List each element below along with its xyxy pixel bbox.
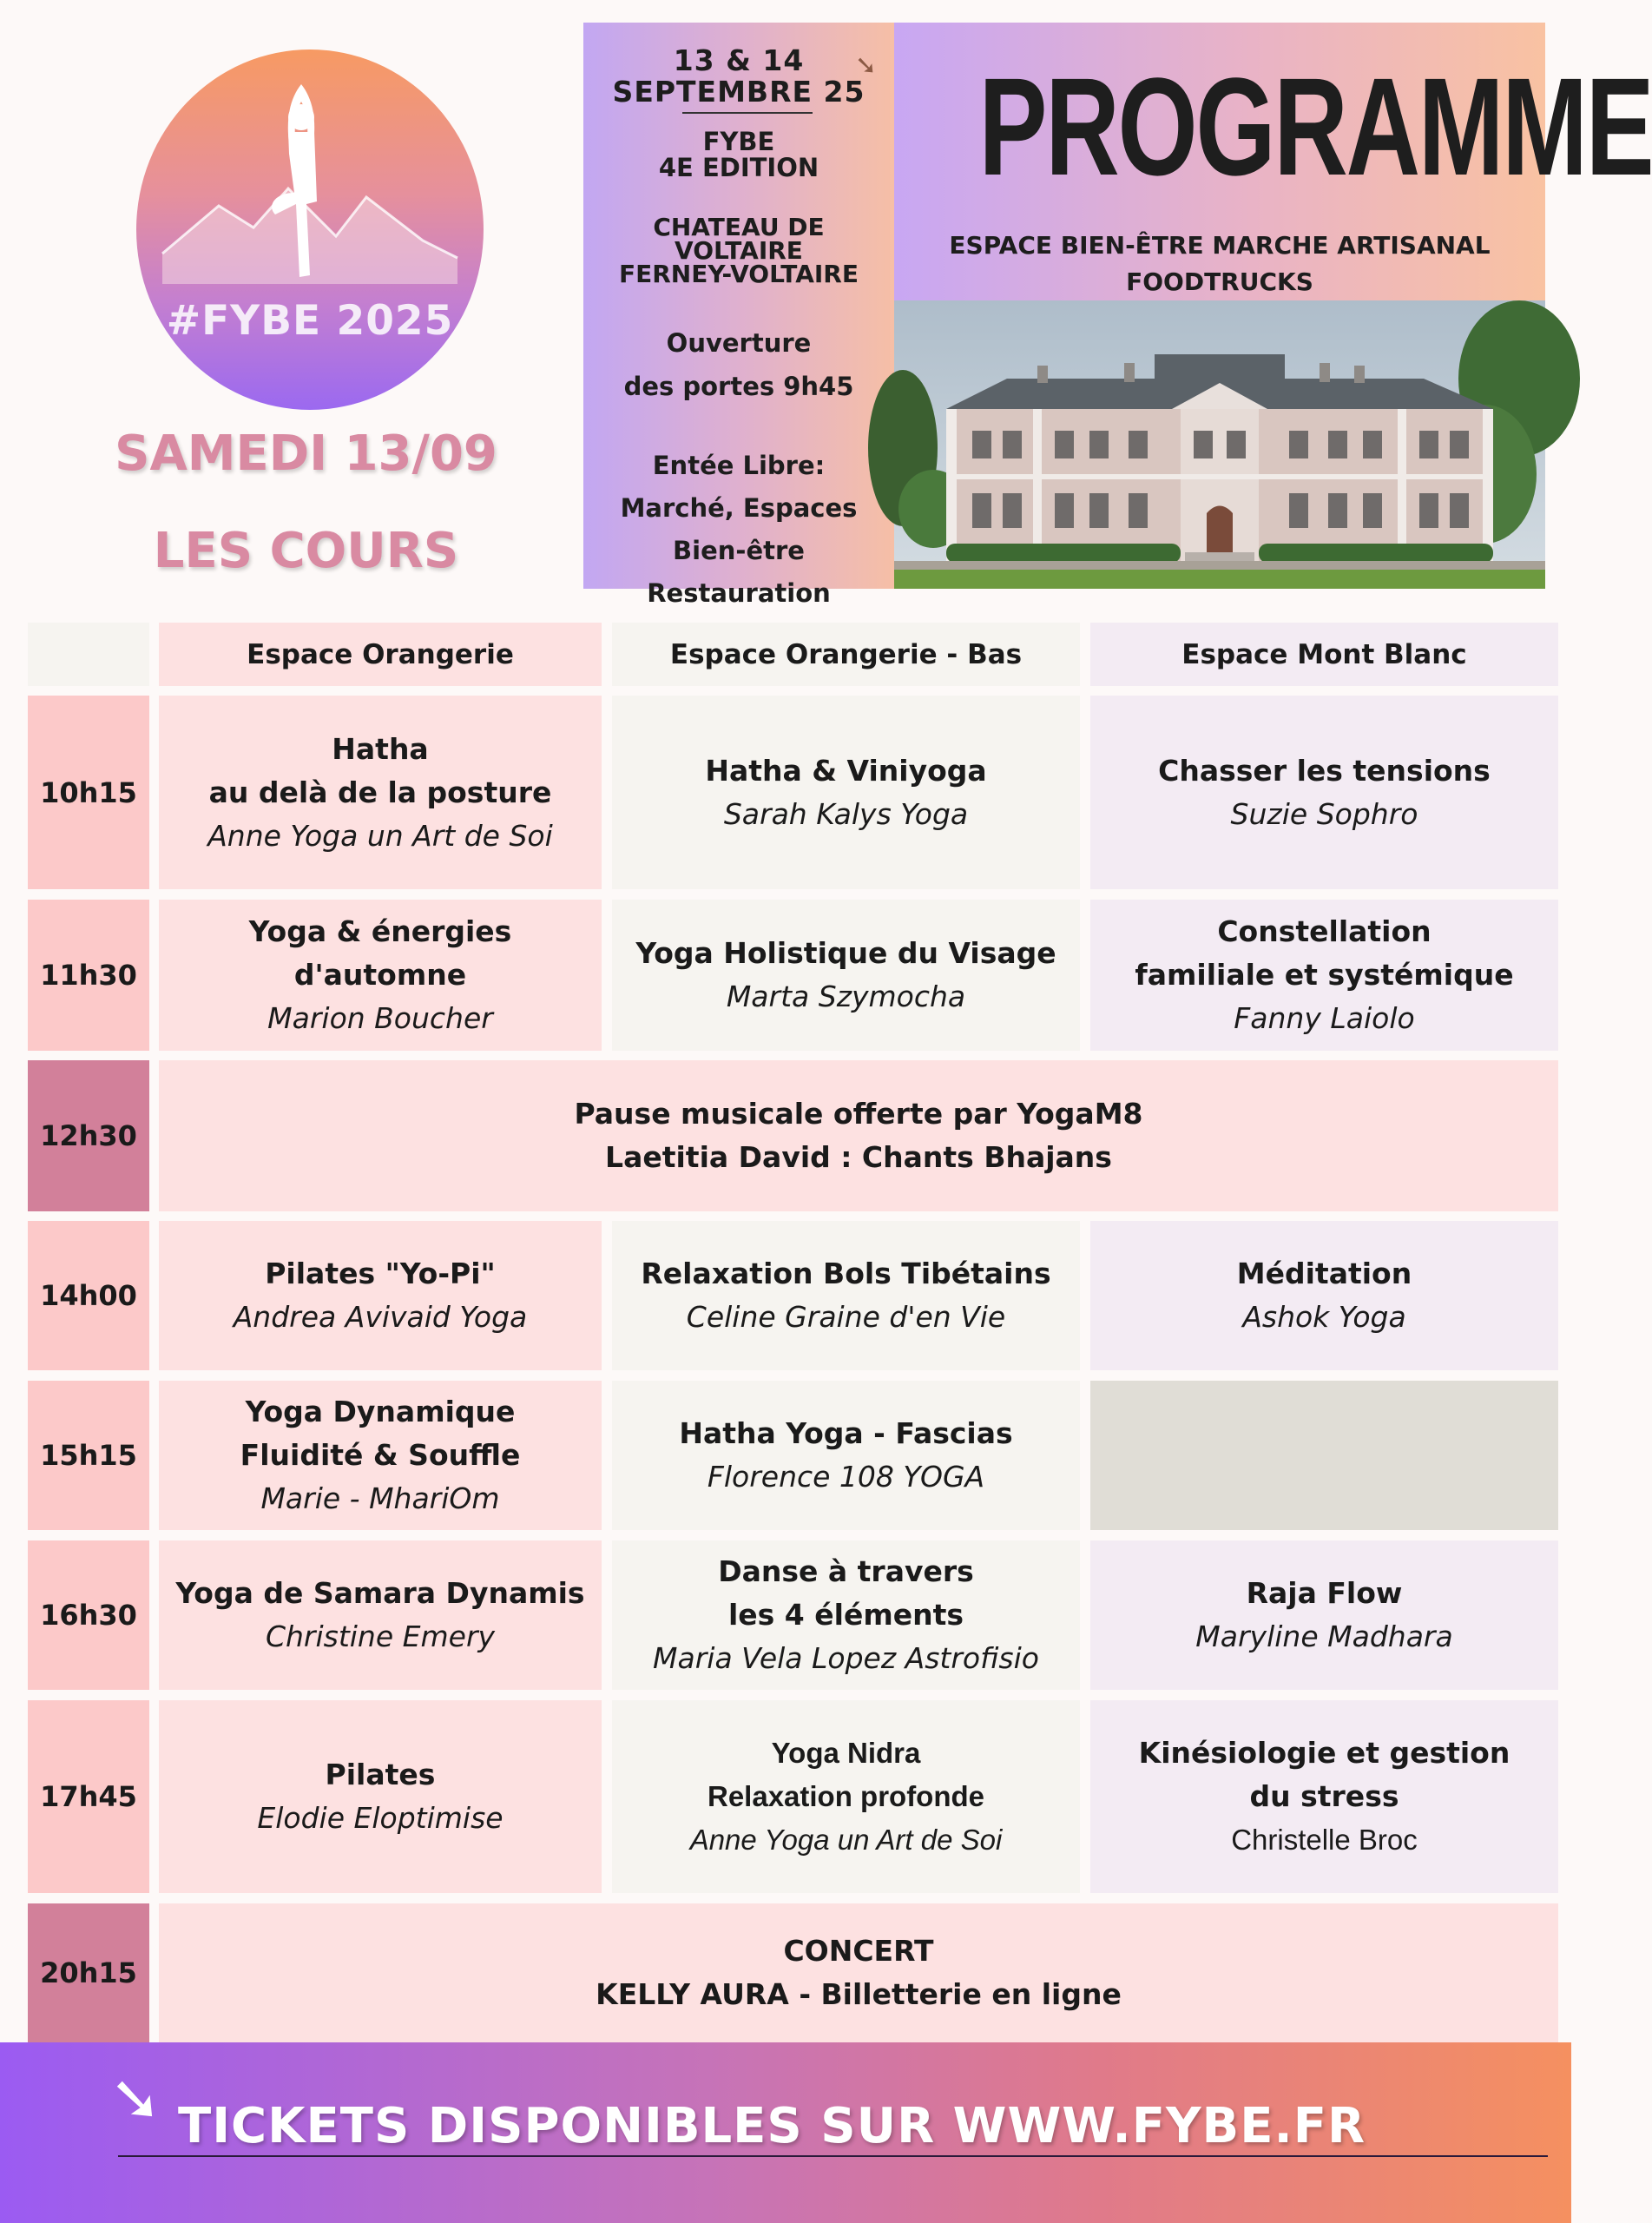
- time-slot: 11h30: [28, 900, 149, 1051]
- session-cell: [1090, 900, 1558, 1051]
- time-slot: 10h15: [28, 696, 149, 889]
- free-entry-info: Entée Libre: Marché, Espaces Bien-être Restauration: [620, 451, 858, 608]
- session-cell: [612, 696, 1080, 889]
- col-header-orangerie-bas: Espace Orangerie - Bas: [612, 623, 1080, 686]
- time-slot: 15h15: [28, 1381, 149, 1530]
- session-title: Chasser les tensions: [1158, 753, 1491, 788]
- programme-banner: [894, 23, 1652, 300]
- session-cell: [612, 1700, 1080, 1893]
- session-teacher: Anne Yoga un Art de Soi: [207, 818, 553, 853]
- session-cell: [159, 1221, 602, 1370]
- session-cell: [159, 696, 602, 889]
- logo-text: #FYBE 2025: [166, 297, 454, 345]
- session-cell: [159, 1700, 602, 1893]
- session-title: Pilates "Yo-Pi": [265, 1257, 496, 1290]
- tickets-link[interactable]: TICKETS DISPONIBLES SUR WWW.FYBE.FR: [178, 2098, 1366, 2154]
- col-header-orangerie: Espace Orangerie: [159, 623, 602, 686]
- empty-session-cell: [1090, 1381, 1558, 1530]
- session-teacher: Christine Emery: [265, 1619, 496, 1653]
- session-cell: [1090, 1540, 1558, 1690]
- session-cell: [612, 1221, 1080, 1370]
- underline: [118, 2155, 1548, 2157]
- session-title: Relaxation profonde: [707, 1780, 985, 1812]
- session-cell: [1090, 696, 1558, 889]
- session-teacher: Marion Boucher: [267, 1001, 493, 1035]
- ticket-banner: [0, 2042, 1571, 2223]
- arrow-down-right-icon: ➘: [109, 2061, 162, 2134]
- event-location: CHATEAU DE VOLTAIRE FERNEY-VOLTAIRE: [618, 213, 859, 288]
- session-teacher: Marie - MhariOm: [260, 1481, 500, 1515]
- session-teacher: Elodie Eloptimise: [257, 1801, 503, 1835]
- event-line: KELLY AURA - Billetterie en ligne: [596, 1977, 1122, 2011]
- session-title: Danse à travers: [718, 1554, 974, 1588]
- session-title: Méditation: [1236, 1257, 1412, 1290]
- session-title: Yoga & énergies d'automne: [248, 914, 512, 992]
- yoga-tree-pose-icon: [136, 49, 484, 410]
- session-teacher: Sarah Kalys Yoga: [723, 796, 969, 831]
- session-title: Yoga Holistique du Visage: [635, 936, 1056, 970]
- session-title: Yoga de Samara Dynamis: [175, 1576, 585, 1610]
- session-title: du stress: [1249, 1779, 1399, 1813]
- session-teacher: Suzie Sophro: [1230, 796, 1418, 831]
- session-teacher: Marta Szymocha: [726, 980, 966, 1013]
- concert-cell: [159, 1903, 1558, 2042]
- session-cell: [159, 1540, 602, 1690]
- session-cell: [612, 900, 1080, 1051]
- fybe-logo: [136, 49, 484, 410]
- event-info-panel: [583, 23, 894, 608]
- programme-title: PROGRAMME: [978, 49, 1652, 204]
- event-edition: FYBE 4E EDITION: [658, 127, 819, 182]
- arrow-icon: ➘: [854, 50, 877, 81]
- opening-time: Ouverture des portes 9h45: [623, 328, 854, 401]
- section-title: LES COURS: [153, 523, 459, 579]
- col-header-mont-blanc: Espace Mont Blanc: [1090, 623, 1558, 686]
- session-title: familiale et systémique: [1135, 958, 1514, 992]
- event-line: Laetitia David : Chants Bhajans: [605, 1140, 1112, 1174]
- session-teacher: Christelle Broc: [1231, 1824, 1418, 1856]
- session-teacher: Celine Graine d'en Vie: [686, 1300, 1006, 1334]
- session-teacher: Florence 108 YOGA: [707, 1460, 985, 1494]
- time-slot: 20h15: [28, 1903, 149, 2042]
- session-cell: [612, 1381, 1080, 1530]
- session-teacher: Maryline Madhara: [1195, 1619, 1453, 1653]
- session-title: Yoga Nidra: [771, 1737, 921, 1769]
- session-title: Kinésiologie et gestion: [1138, 1736, 1510, 1770]
- session-cell: [159, 900, 602, 1051]
- time-slot: 12h30: [28, 1060, 149, 1211]
- session-title: Hatha: [332, 731, 429, 766]
- session-title: Yoga Dynamique: [245, 1395, 516, 1428]
- table-corner: [28, 623, 149, 686]
- session-title: les 4 éléments: [727, 1598, 964, 1632]
- session-title: Hatha Yoga - Fascias: [679, 1416, 1013, 1450]
- session-title: Constellation: [1217, 914, 1432, 948]
- session-cell: [1090, 1700, 1558, 1893]
- event-line: Pause musicale offerte par YogaM8: [574, 1097, 1143, 1131]
- session-title: au delà de la posture: [208, 775, 552, 809]
- session-teacher: Maria Vela Lopez Astrofisio: [653, 1641, 1039, 1675]
- session-title: Hatha & Viniyoga: [705, 753, 987, 788]
- day-title: SAMEDI 13/09: [115, 425, 497, 482]
- chateau-photo: [894, 300, 1545, 589]
- time-slot: 14h00: [28, 1221, 149, 1370]
- session-teacher: Andrea Avivaid Yoga: [233, 1300, 528, 1334]
- session-title: Fluidité & Souffle: [240, 1438, 521, 1472]
- session-cell: [1090, 1221, 1558, 1370]
- time-slot: 17h45: [28, 1700, 149, 1893]
- session-cell: [159, 1381, 602, 1530]
- session-cell: [612, 1540, 1080, 1690]
- event-line: CONCERT: [783, 1934, 934, 1968]
- session-title: Pilates: [325, 1758, 436, 1791]
- programme-subtitle: ESPACE BIEN-ÊTRE MARCHE ARTISANAL FOODTRUCKS: [949, 231, 1491, 296]
- time-slot: 16h30: [28, 1540, 149, 1690]
- music-break-cell: [159, 1060, 1558, 1211]
- session-teacher: Fanny Laiolo: [1234, 1001, 1415, 1035]
- session-title: Raja Flow: [1246, 1576, 1403, 1610]
- session-teacher: Ashok Yoga: [1242, 1300, 1406, 1334]
- event-dates: 13 & 14 SEPTEMBRE 25: [612, 43, 865, 109]
- divider: [682, 112, 813, 114]
- session-teacher: Anne Yoga un Art de Soi: [689, 1824, 1003, 1856]
- session-title: Relaxation Bols Tibétains: [641, 1257, 1051, 1290]
